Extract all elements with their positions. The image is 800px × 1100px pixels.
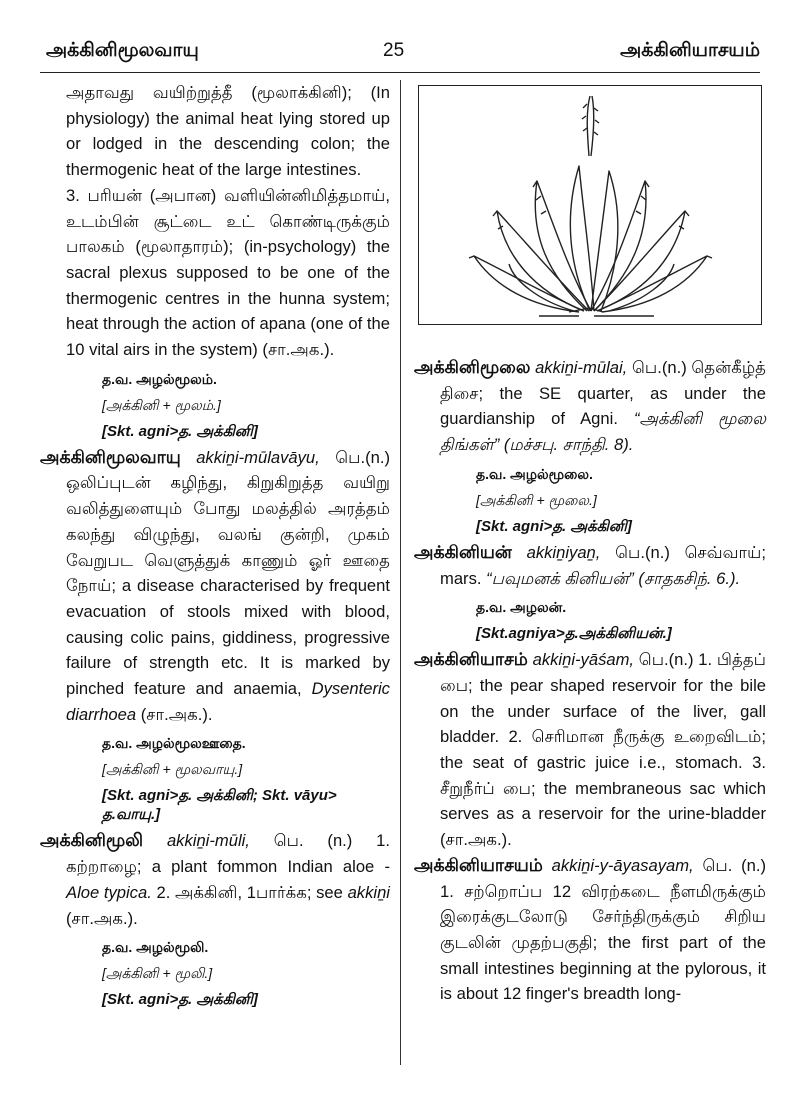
running-head-right: அக்கினியாசயம்	[620, 40, 760, 61]
left-column	[40, 80, 390, 1013]
sanskrit-origin: [Skt.agniya>த.அக்கினியன்.]	[476, 625, 672, 643]
sanskrit-origin: [Skt. agni>த. அக்கினி; Skt. vāyu> த.வாயு.]	[102, 787, 337, 824]
page-number: 25	[383, 40, 405, 61]
transliteration: akkiṉiyaṉ,	[526, 542, 601, 562]
definition: தென்கீழ்த் திசை; the SE quarter, as under the guardianship of Agni.	[440, 358, 766, 429]
dictionary-entry	[414, 540, 766, 591]
transliteration: akkiṉi-mūlavāyu,	[196, 447, 320, 467]
quotation: “அக்கினி மூலை திங்கள்” (மச்சபு. சாந்தி. 8).	[440, 409, 766, 455]
headword: அக்கினிமூலவாயு	[40, 446, 181, 467]
etymology: [அக்கினி + மூலம்.]	[102, 396, 221, 413]
sanskrit-origin: [Skt. agni>த. அக்கினி]	[102, 422, 258, 440]
part-of-speech: பெ. (n.)	[702, 855, 766, 875]
header-rule	[40, 72, 760, 73]
definition: 1. கற்றாழை; a plant fommon Indian aloe -	[66, 831, 390, 877]
headword: அக்கினியாசயம்	[414, 854, 543, 875]
dictionary-entry	[414, 355, 766, 458]
part-of-speech: பெ.(n.)	[335, 447, 390, 467]
page-header	[0, 0, 800, 64]
definition: 1. பித்தப் பை; the pear shaped reservoir for the bile on the under surface of the liver, gall bladder. 2. செரிமான நீருக்கு உறைவிடம்; the seat of gastric juice i.e., stomach. 3. சீறுநீர்ப் பை; the membraneous sac which serves as a reservoir for the urine-bladder (சா.அக.).	[440, 650, 766, 850]
running-head-left: அக்கினிமூலவாயு	[46, 40, 199, 61]
transliteration: akkiṉi-mūlai,	[535, 358, 628, 377]
right-column	[414, 355, 766, 1007]
sanskrit-origin: [Skt. agni>த. அக்கினி]	[476, 517, 632, 535]
column-divider	[400, 80, 401, 1065]
definition: பெ.(n.) செவ்வாய்; mars.	[440, 542, 766, 588]
transliteration: akkiṉi-y-āyasayam,	[551, 855, 694, 875]
dictionary-entry	[414, 853, 766, 1007]
source-ref: (சா.அக.).	[66, 908, 138, 928]
pure-tamil-equivalent: த.வ. அழலன்.	[476, 599, 567, 616]
pure-tamil-equivalent: த.வ. அழல்மூலை.	[476, 465, 593, 482]
headword: அக்கினியாசம்	[414, 649, 528, 670]
dictionary-entry	[40, 445, 390, 728]
entry-continuation: அதாவது வயிற்றுத்தீ (மூலாக்கினி); (In physiology) the animal heat lying stored up or lodged in the descending colon; the thermogenic heat of the large intestines.	[66, 83, 390, 180]
pure-tamil-equivalent: த.வ. அழல்மூலி.	[102, 939, 209, 956]
transliteration: akkiṉi-mūli,	[166, 831, 250, 851]
definition-2: 2. அக்கினி, 1பார்க்க; see	[156, 882, 343, 902]
aloe-icon	[419, 86, 761, 324]
part-of-speech: பெ.(n.)	[631, 358, 687, 377]
etymology: [அக்கினி + மூலை.]	[476, 491, 597, 508]
etymology: [அக்கினி + மூலவாயு.]	[102, 761, 243, 778]
latin-term: Aloe typica.	[66, 882, 152, 902]
quotation: “பவுமனக் கினியன்” (சாதகசிந். 6.).	[486, 568, 741, 588]
definition: ஒலிப்புடன் கழிந்து, கிறுகிறுத்த வயிறு வலித்துளையும் போது மலத்தில் அரத்தம் கலந்து விழுந்து, வலங் குன்றி, முகம் வேறுபட வெளுத்துக் காணும் ஓர் ஊதை நோய்; a disease characterised by frequent evacuation of stools mixed with blood, causing colic pains, giddiness, progressive failure of strength etc. It is marked by pinched feature and anaemia,	[66, 473, 390, 699]
dictionary-entry	[40, 828, 390, 931]
pure-tamil-equivalent: த.வ. அழல்மூலஊதை.	[102, 735, 246, 752]
part-of-speech: பெ. (n.)	[273, 831, 353, 851]
dictionary-entry	[414, 647, 766, 853]
latin-term: Dysenteric diarrhoea	[66, 679, 390, 724]
cross-reference: akkiṉi	[347, 882, 390, 902]
sanskrit-origin: [Skt. agni>த. அக்கினி]	[102, 991, 258, 1009]
sense-3: 3. பரியன் (அபான) வளியின்னிமித்தமாய், உடம்பின் சூட்டை உட் கொண்டிருக்கும் பாலகம் (மூலாதாரம்); (in-psychology) the sacral plexus supposed to be one of the thermogenic centres in the hunna system; heat through the action of apana (one of the 10 vital airs in the system) (சா.அக.).	[66, 185, 390, 360]
transliteration: akkiṉi-yāśam,	[532, 650, 635, 670]
definition: 1. சற்றொப்ப 12 விரற்கடை நீளமிருக்கும் இரைக்குடலோடு சேர்ந்திருக்கும் சிறிய குடலின் முதற்பகுதி; the first part of the small intestines beginning at the pylorous, it is about 12 finger's breadth long-	[440, 881, 766, 1004]
part-of-speech: பெ.(n.)	[638, 650, 694, 670]
pure-tamil-equivalent: த.வ. அழல்மூலம்.	[102, 370, 217, 387]
etymology: [அக்கினி + மூலி.]	[102, 965, 213, 982]
headword: அக்கினிமூலி	[40, 830, 144, 851]
source-ref: (சா.அக.).	[140, 704, 213, 724]
aloe-plant-illustration	[418, 85, 762, 325]
headword: அக்கினிமூலை	[414, 357, 531, 377]
headword: அக்கினியன்	[414, 541, 512, 562]
